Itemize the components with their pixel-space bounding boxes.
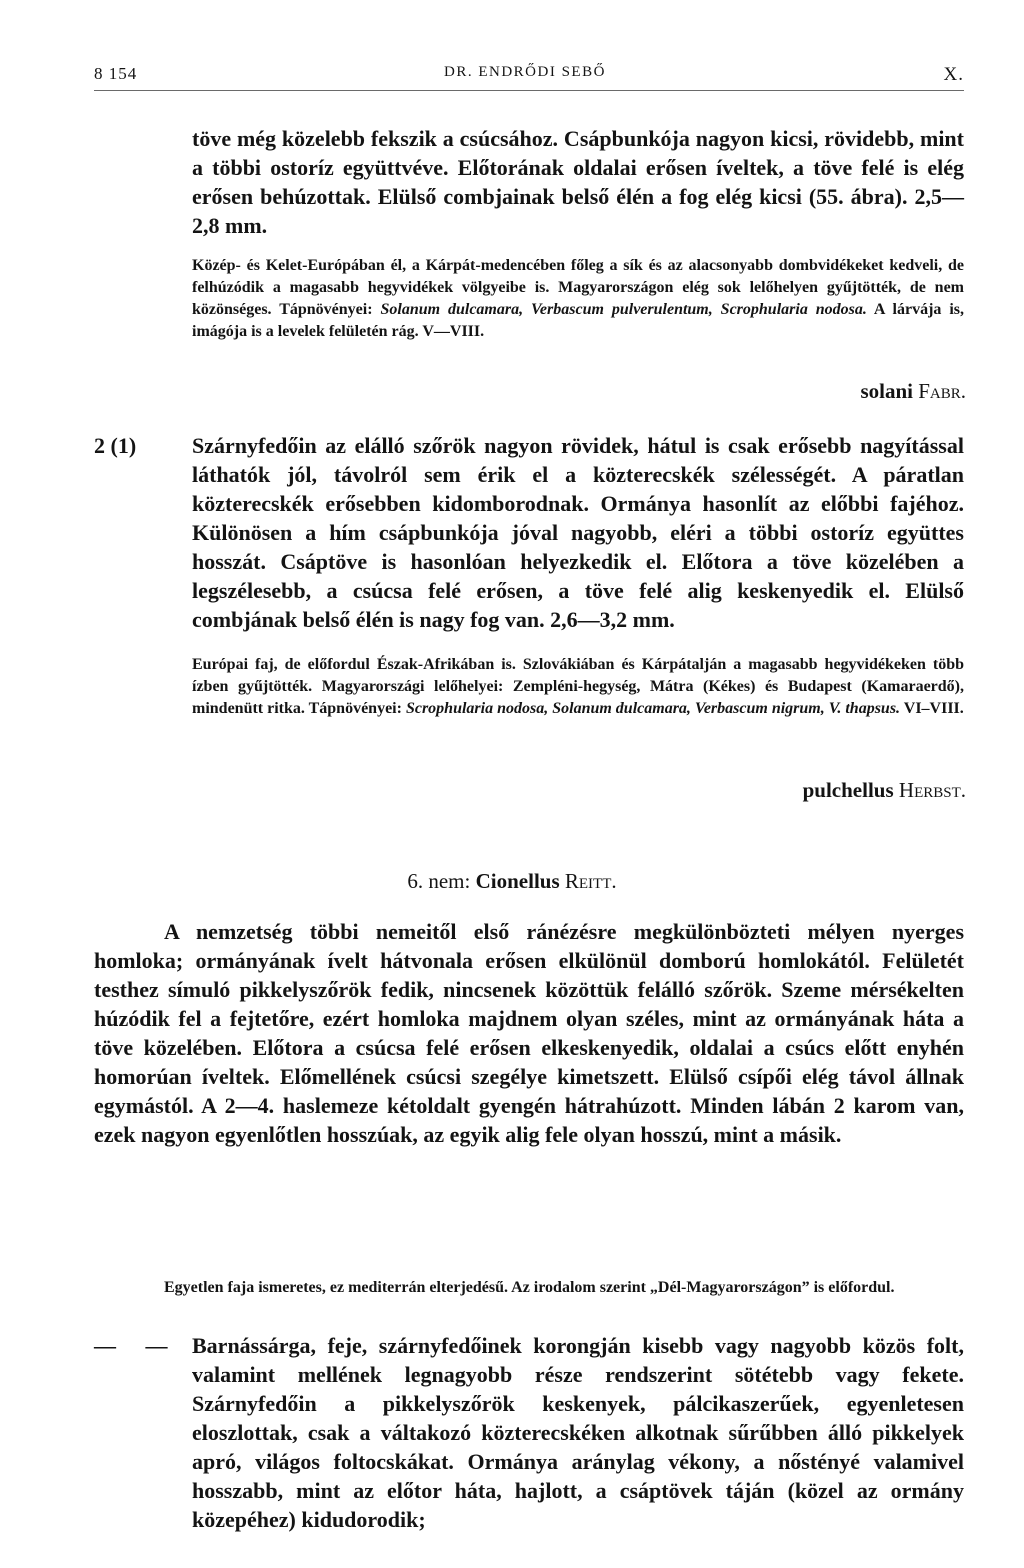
genus-distribution-note: Egyetlen faja ismeretes, ez mediterrán elterjedésű. Az irodalom szerint „Dél-Magyarországon” is előfordul. [164, 1279, 895, 1296]
species-key-entry [94, 1331, 964, 1534]
key-couplet-2 [94, 431, 964, 634]
species-description-continued: töve még közelebb fekszik a csúcsához. Csápbunkója nagyon kicsi, rövidebb, mint a többi ostoríz együttvéve. Előtorának oldalai erősen íveltek, a töve felé is elég erősen behúzottak. Elülső combjainak belső élén a fog elég kicsi (55. ábra). 2,5—2,8 mm. [192, 126, 964, 238]
key-dash-label: — — [94, 1333, 168, 1358]
species-epithet: solani [860, 379, 913, 403]
species-author: Fabr. [918, 379, 966, 403]
distribution-text-end: A lárvája is, imágója is a levelek felületén rág. V—VIII. [192, 301, 964, 340]
species-name-solani [860, 379, 966, 404]
host-plants: Solanum dulcamara, Verbascum pulverulentum, Scrophularia nodosa. [380, 301, 867, 318]
key-couplet-label: 2 (1) [94, 433, 137, 458]
genus-description: A nemzetség többi nemeitől első ránézésre megkülönbözteti mélyen nyerges homloka; ormányának ívelt hátvonala erősen elkülönül domború homlokától. Felületét testhez símuló pikkelyszőrök fedik, nincsenek közöttük felálló szőrök. Szeme mérsékelten húzódik fel a fejtetőre, ezért homloka majdnem olyan széles, mint az ormányának háta a töve közelében. Előtora a csúcsa felé erősen elkeskenyedik, oldalai a csúcs előtt enyhén homorúan íveltek. Előmellének csúcsi szegélye kimetszett. Elülső csípői elég távol állnak egymástól. A 2—4. haslemeze kétoldalt gyengén hátrahúzott. Minden lábán 2 karom van, ezek nagyon egyenlőtlen hosszúak, az egyik alig fele olyan hosszú, mint a másik. [94, 919, 964, 1147]
page-number: 8 154 [94, 64, 138, 83]
genus-name: Cionellus [475, 869, 560, 893]
host-plants: Scrophularia nodosa, Solanum dulcamara, Verbascum nigrum, V. thapsus. [405, 700, 901, 717]
running-head-author: DR. ENDRŐDI SEBŐ [444, 64, 606, 80]
distribution-text: Európai faj, de előfordul Észak-Afrikában is. Szlovákiában és Kárpátalján a magasabb hegyvidékeken több ízben gyűjtötték. Magyarországi lelőhelyei: Zempléni-hegység, Mátra (Kékes) és Budapest (Kamaraerdő), mindenütt ritka. Tápnövényei: [192, 656, 964, 717]
species-epithet: pulchellus [802, 778, 894, 802]
section-number: X. [943, 64, 964, 85]
species-author: Herbst. [898, 778, 966, 802]
distribution-text-end: VI–VIII. [900, 700, 964, 717]
distribution-text: Közép- és Kelet-Európában él, a Kárpát-medencében főleg a sík és az alacsonyabb dombvidékeket kedveli, de felhúzódik a magasabb hegyvidékek völgyeibe is. Magyarországon elég sok lelőhelyen gyűjtötték, de nem közönséges. Tápnövényei: [192, 257, 964, 318]
key-entry-text: Barnássárga, feje, szárnyfedőinek korongján kisebb vagy nagyobb közös folt, valamint mellének legnagyobb része rendszerint sötétebb vagy fekete. Szárnyfedőin a pikkelyszőrök keskenyek, pálcikaszerűek, egyenletesen eloszlottak, csak a váltakozó közterecskéken alkotnak sűrűbben álló pikkelyek apró, világos foltocskákat. Ormánya aránylag vékony, a nőstényé valamivel hosszabb, mint az előtor háta, hajlott, a csáptövek táján (közel az ormány közepéhez) kidudorodik; [192, 1333, 964, 1532]
running-header [94, 62, 964, 91]
key-couplet-text: Szárnyfedőin az elálló szőrök nagyon rövidek, hátul is csak erősebb nagyítással láthatók jól, távolról sem érik el a közterecskék szélességét. A páratlan közterecskék erősebben kidomborodnak. Ormánya hasonlít az előbbi fajéhoz. Különösen a hím csápbunkója jóval nagyobb, eléri a többi ostoríz együttes hosszát. Csáptöve is hasonlóan helyezkedik el. Előtora a töve közelében a legszélesebb, a csúcsa felé erősen, a töve felé alig keskenyedik el. Elülső combjának belső élén is nagy fog van. 2,6—3,2 mm. [192, 433, 964, 632]
genus-author: Reitt. [564, 869, 617, 893]
distribution-note-pulchellus [192, 654, 964, 720]
species-name-pulchellus [803, 778, 966, 803]
genus-number: 6. nem: [407, 869, 476, 893]
distribution-note-solani [192, 255, 964, 343]
genus-heading [0, 869, 1024, 894]
